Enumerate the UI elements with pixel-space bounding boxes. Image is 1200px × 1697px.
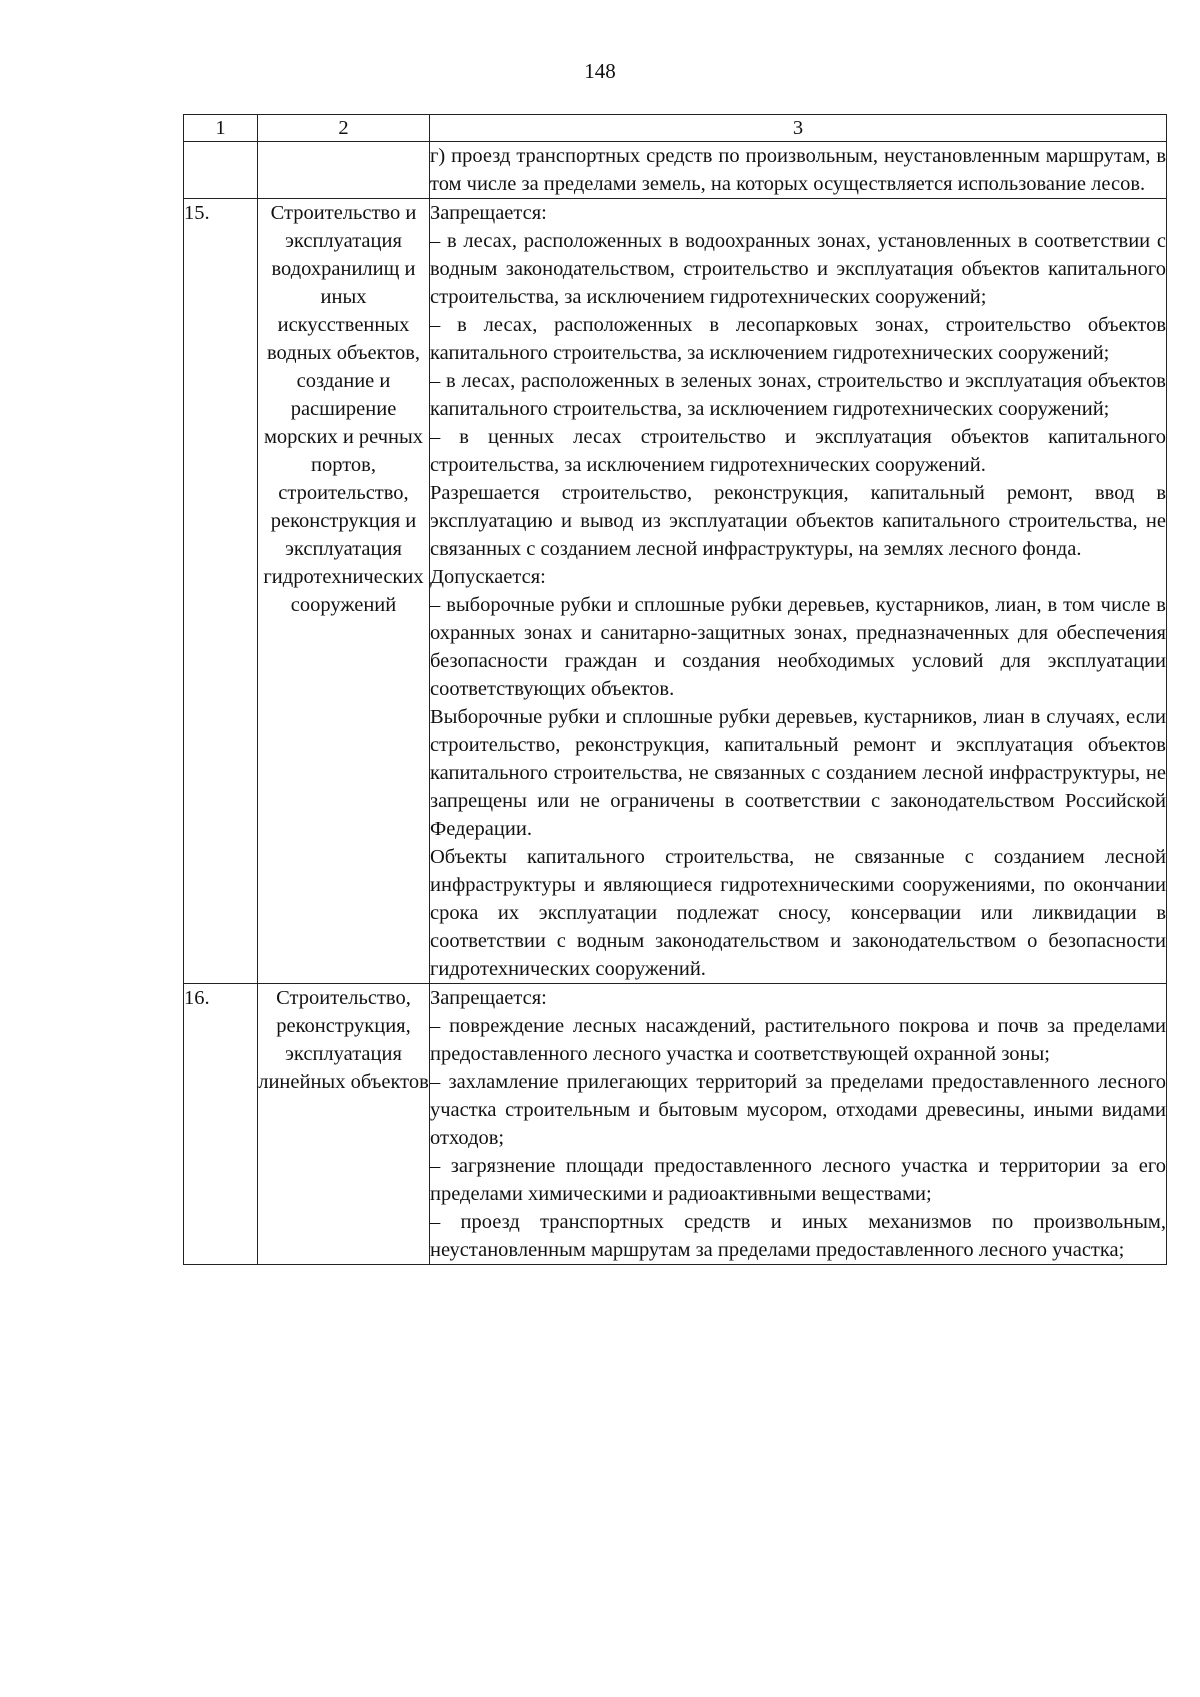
requirement-paragraph: г) проезд транспортных средств по произвольным, неустановленным маршрутам, в том числе за пределами земель, на которых осуществляется использование лесов. xyxy=(430,145,1166,195)
requirement-paragraph: – повреждение лесных насаждений, растительного покрова и почв за пределами предоставленного лесного участка и соответствующей охранной зоны; xyxy=(430,1015,1166,1065)
table-row xyxy=(184,142,1167,199)
requirements-cell xyxy=(430,199,1167,984)
table-header-row xyxy=(184,115,1167,142)
requirement-paragraph: – проезд транспортных средств и иных механизмов по произвольным, неустановленным маршрутам за пределами предоставленного лесного участка; xyxy=(430,1211,1166,1261)
requirement-paragraph: Запрещается: xyxy=(430,202,547,224)
header-col-2: 2 xyxy=(258,115,430,142)
activity-name: Строительство, реконструкция, эксплуатация линейных объектов xyxy=(258,984,430,1265)
requirement-paragraph: – в лесах, расположенных в зеленых зонах, строительство и эксплуатация объектов капитального строительства, за исключением гидротехнических сооружений; xyxy=(430,370,1166,420)
requirement-paragraph: Разрешается строительство, реконструкция, капитальный ремонт, ввод в эксплуатацию и вывод из эксплуатации объектов капитального строительства, не связанных с созданием лесной инфраструктуры, на землях лесного фонда. xyxy=(430,482,1166,560)
requirement-paragraph: – в лесах, расположенных в водоохранных зонах, установленных в соответствии с водным законодательством, строительство и эксплуатация объектов капитального строительства, за исключением гидротехнических сооружений; xyxy=(430,230,1166,308)
requirement-paragraph: – захламление прилегающих территорий за пределами предоставленного лесного участка строительным и бытовым мусором, отходами древесины, иными видами отходов; xyxy=(430,1071,1166,1149)
requirement-paragraph: – в ценных лесах строительство и эксплуатация объектов капитального строительства, за исключением гидротехнических сооружений. xyxy=(430,426,1166,476)
requirement-paragraph: – выборочные рубки и сплошные рубки деревьев, кустарников, лиан, в том числе в охранных зонах и санитарно-защитных зонах, предназначенных для обеспечения безопасности граждан и создания необходимых условий для эксплуатации соответствующих объектов. xyxy=(430,594,1166,700)
table-row xyxy=(184,199,1167,984)
requirement-paragraph: Объекты капитального строительства, не связанные с созданием лесной инфраструктуры и являющиеся гидротехническими сооружениями, по окончании срока их эксплуатации подлежат сносу, консервации или ликвидации в соответствии с водным законодательством и законодательством о безопасности гидротехнических сооружений. xyxy=(430,846,1166,980)
header-col-3: 3 xyxy=(430,115,1167,142)
activity-name xyxy=(258,142,430,199)
requirement-paragraph: Выборочные рубки и сплошные рубки деревьев, кустарников, лиан в случаях, если строительство, реконструкция, капитальный ремонт и эксплуатация объектов капитального строительства, не связанных с созданием лесной инфраструктуры, не запрещены или не ограничены в соответствии с законодательством Российской Федерации. xyxy=(430,706,1166,840)
requirements-cell xyxy=(430,142,1167,199)
page-number: 148 xyxy=(584,59,616,83)
table-row xyxy=(184,984,1167,1265)
requirement-paragraph: Допускается: xyxy=(430,566,546,588)
requirement-paragraph: – в лесах, расположенных в лесопарковых зонах, строительство объектов капитального строительства, за исключением гидротехнических сооружений; xyxy=(430,314,1166,364)
row-number xyxy=(184,142,258,199)
requirement-paragraph: – загрязнение площади предоставленного лесного участка и территории за его пределами химическими и радиоактивными веществами; xyxy=(430,1155,1166,1205)
requirement-paragraph: Запрещается: xyxy=(430,987,547,1009)
regulations-table xyxy=(183,114,1167,1265)
row-number: 15. xyxy=(184,199,258,984)
row-number: 16. xyxy=(184,984,258,1265)
activity-name: Строительство и эксплуатация водохранилищ и иных искусственных водных объектов, создание и расширение морских и речных портов, строительство, реконструкция и эксплуатация гидротехнических сооружений xyxy=(258,199,430,984)
requirements-cell xyxy=(430,984,1167,1265)
header-col-1: 1 xyxy=(184,115,258,142)
